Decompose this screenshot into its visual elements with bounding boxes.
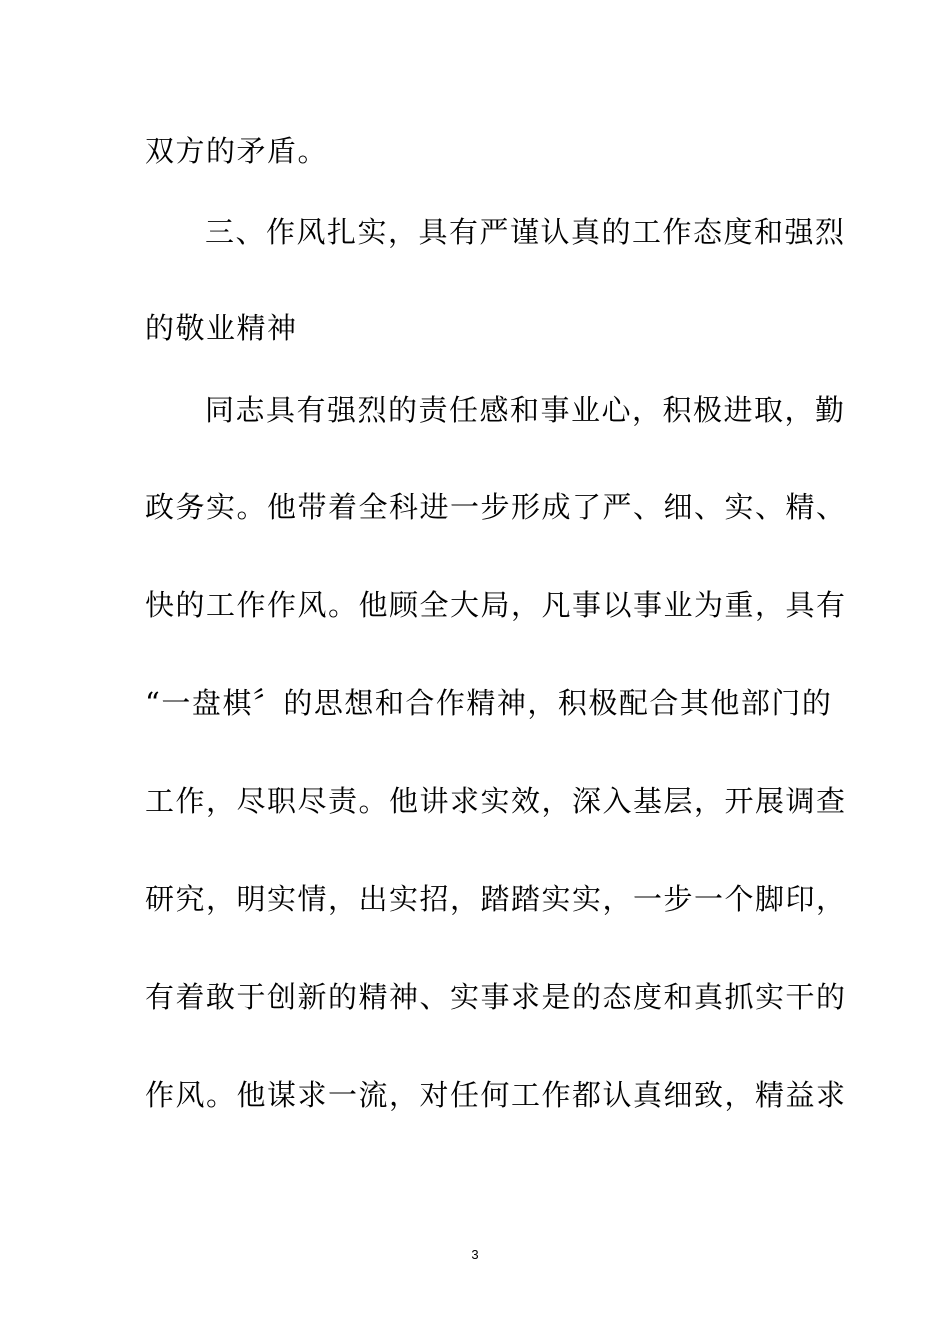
text-line: 作风。他谋求一流，对任何工作都认真细致，精益求 bbox=[145, 1078, 847, 1112]
text-line: “一盘棋〞的思想和合作精神，积极配合其他部门的 bbox=[145, 686, 833, 720]
text-line: 政务实。他带着全科进一步形成了严、细、实、精、 bbox=[145, 490, 847, 524]
text-line: 研究，明实情，出实招，踏踏实实，一步一个脚印， bbox=[145, 882, 847, 916]
text-line: 双方的矛盾。 bbox=[145, 134, 329, 168]
page-number: 3 bbox=[471, 1247, 479, 1262]
section-heading-continuation: 的敬业精神 bbox=[145, 311, 298, 345]
text-line: 快的工作作风。他顾全大局，凡事以事业为重，具有 bbox=[145, 588, 847, 622]
paragraph-first-line: 同志具有强烈的责任感和事业心，积极进取，勤 bbox=[205, 393, 846, 427]
text-line: 有着敢于创新的精神、实事求是的态度和真抓实干的 bbox=[145, 980, 847, 1014]
text-line: 工作，尽职尽责。他讲求实效，深入基层，开展调查 bbox=[145, 784, 847, 818]
section-heading: 三、作风扎实，具有严谨认真的工作态度和强烈 bbox=[205, 215, 846, 249]
